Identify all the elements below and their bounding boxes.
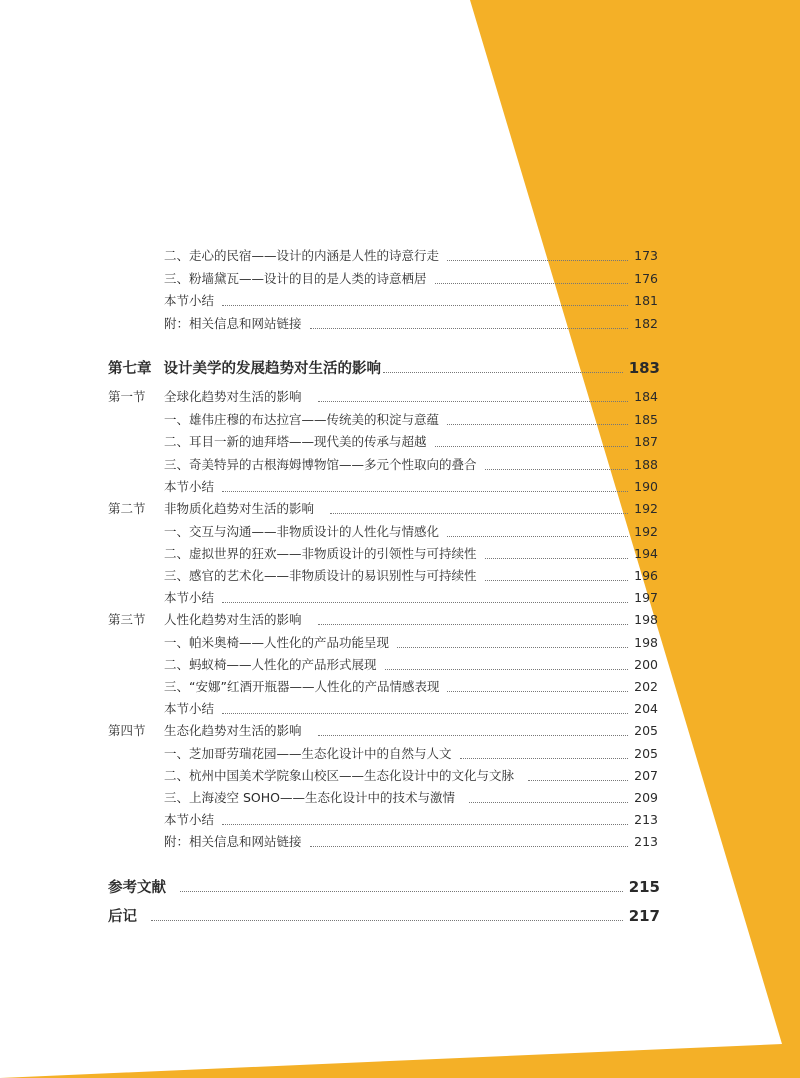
back-matter-page: 215 [628, 878, 660, 896]
toc-item-page: 176 [634, 271, 658, 286]
toc-item-page: 209 [634, 790, 658, 805]
toc-item-page: 181 [634, 293, 658, 308]
back-matter-afterword [108, 905, 660, 927]
toc-item-label: 一、帕米奥椅——人性化的产品功能呈现 [164, 635, 390, 650]
toc-item [164, 456, 658, 474]
toc-item-label: 本节小结 [164, 479, 215, 494]
chapter-heading [108, 357, 660, 379]
section-page: 205 [634, 723, 658, 738]
section-page: 184 [634, 389, 658, 404]
leader-dots [447, 691, 628, 692]
toc-item-page: 187 [634, 434, 658, 449]
toc-item-label: 本节小结 [164, 293, 215, 308]
toc-item-page: 194 [634, 546, 658, 561]
leader-dots [151, 920, 623, 921]
toc-item [164, 411, 658, 429]
chapter-title: 设计美学的发展趋势对生活的影响 [163, 361, 381, 377]
chapter-page: 183 [628, 359, 660, 377]
section-heading [108, 611, 658, 629]
toc-item [164, 745, 658, 763]
toc-item [164, 523, 658, 541]
section-title: 全球化趋势对生活的影响 [164, 389, 302, 404]
leader-dots [222, 824, 628, 825]
section-page: 198 [634, 612, 658, 627]
toc-item [164, 656, 658, 674]
toc-item-label: 二、走心的民宿——设计的内涵是人性的诗意行走 [164, 248, 440, 263]
toc-item-label: 二、虚拟世界的狂欢——非物质设计的引领性与可持续性 [164, 546, 477, 561]
toc-item-page: 173 [634, 248, 658, 263]
toc-item-label: 一、雄伟庄穆的布达拉宫——传统美的积淀与意蕴 [164, 412, 440, 427]
back-matter-references [108, 876, 660, 898]
toc-item-page: 188 [634, 457, 658, 472]
toc-item [164, 247, 658, 265]
leader-dots [385, 669, 629, 670]
toc-item-label: 一、交互与沟通——非物质设计的人性化与情感化 [164, 524, 440, 539]
leader-dots [485, 580, 629, 581]
toc-item [164, 545, 658, 563]
toc-item [164, 292, 658, 310]
toc-item [164, 811, 658, 829]
toc-item-label: 本节小结 [164, 701, 215, 716]
leader-dots [447, 424, 628, 425]
section-title: 生态化趋势对生活的影响 [164, 723, 302, 738]
section-title: 非物质化趋势对生活的影响 [164, 501, 315, 516]
leader-dots [318, 401, 629, 402]
toc-item-page: 185 [634, 412, 658, 427]
toc-item-page: 207 [634, 768, 658, 783]
leader-dots [485, 558, 629, 559]
toc-item [164, 567, 658, 585]
leader-dots [460, 758, 629, 759]
leader-dots [447, 536, 628, 537]
toc-item [164, 678, 658, 696]
toc-item-page: 213 [634, 812, 658, 827]
toc-item-page: 182 [634, 316, 658, 331]
toc-item-label: 三、上海凌空 SOHO——生态化设计中的技术与激情 [164, 790, 455, 805]
section-heading [108, 500, 658, 518]
section-number: 第二节 [108, 501, 146, 516]
toc-item-label: 附：相关信息和网站链接 [164, 316, 302, 331]
section-heading [108, 722, 658, 740]
section-heading [108, 388, 658, 406]
toc-item-label: 三、“安娜”红酒开瓶器——人性化的产品情感表现 [164, 679, 440, 694]
leader-dots [180, 891, 623, 892]
section-title: 人性化趋势对生活的影响 [164, 612, 302, 627]
back-matter-page: 217 [628, 907, 660, 925]
toc-item-page: 190 [634, 479, 658, 494]
leader-dots [383, 372, 623, 373]
toc-item-label: 三、感官的艺术化——非物质设计的易识别性与可持续性 [164, 568, 477, 583]
leader-dots [222, 602, 628, 603]
section-number: 第一节 [108, 389, 146, 404]
leader-dots [485, 469, 629, 470]
toc-item-page: 200 [634, 657, 658, 672]
toc-item-page: 202 [634, 679, 658, 694]
section-number: 第四节 [108, 723, 146, 738]
toc-item-label: 二、耳目一新的迪拜塔——现代美的传承与超越 [164, 434, 427, 449]
toc-item-label: 本节小结 [164, 812, 215, 827]
toc-item [164, 315, 658, 333]
leader-dots [222, 305, 628, 306]
leader-dots [222, 713, 628, 714]
leader-dots [310, 846, 629, 847]
leader-dots [528, 780, 628, 781]
toc-item-page: 192 [634, 524, 658, 539]
toc-item [164, 589, 658, 607]
leader-dots [310, 328, 629, 329]
toc-item-page: 196 [634, 568, 658, 583]
toc-item-page: 204 [634, 701, 658, 716]
back-matter-title: 后记 [108, 909, 137, 925]
toc-item [164, 634, 658, 652]
leader-dots [435, 283, 629, 284]
toc-item-page: 197 [634, 590, 658, 605]
chapter-number: 第七章 [108, 361, 152, 377]
toc-item-label: 三、粉墙黛瓦——设计的目的是人类的诗意栖居 [164, 271, 427, 286]
toc-item [164, 270, 658, 288]
toc-item-label: 三、奇美特异的古根海姆博物馆——多元个性取向的叠合 [164, 457, 477, 472]
leader-dots [318, 735, 629, 736]
toc-item-page: 198 [634, 635, 658, 650]
leader-dots [435, 446, 629, 447]
leader-dots [318, 624, 629, 625]
section-number: 第三节 [108, 612, 146, 627]
back-matter-title: 参考文献 [108, 880, 166, 896]
leader-dots [469, 802, 628, 803]
toc-item-label: 附：相关信息和网站链接 [164, 834, 302, 849]
leader-dots [397, 647, 628, 648]
toc-item [164, 767, 658, 785]
toc-item [164, 789, 658, 807]
toc-item-label: 本节小结 [164, 590, 215, 605]
leader-dots [222, 491, 628, 492]
toc-item-page: 213 [634, 834, 658, 849]
toc-item-label: 二、蚂蚁椅——人性化的产品形式展现 [164, 657, 377, 672]
toc-item-label: 二、杭州中国美术学院象山校区——生态化设计中的文化与文脉 [164, 768, 515, 783]
toc-item [164, 700, 658, 718]
toc-item-page: 205 [634, 746, 658, 761]
toc-item [164, 433, 658, 451]
leader-dots [447, 260, 628, 261]
leader-dots [330, 513, 628, 514]
toc-item-label: 一、芝加哥劳瑞花园——生态化设计中的自然与人文 [164, 746, 452, 761]
toc-item [164, 478, 658, 496]
section-page: 192 [634, 501, 658, 516]
toc-item [164, 833, 658, 851]
